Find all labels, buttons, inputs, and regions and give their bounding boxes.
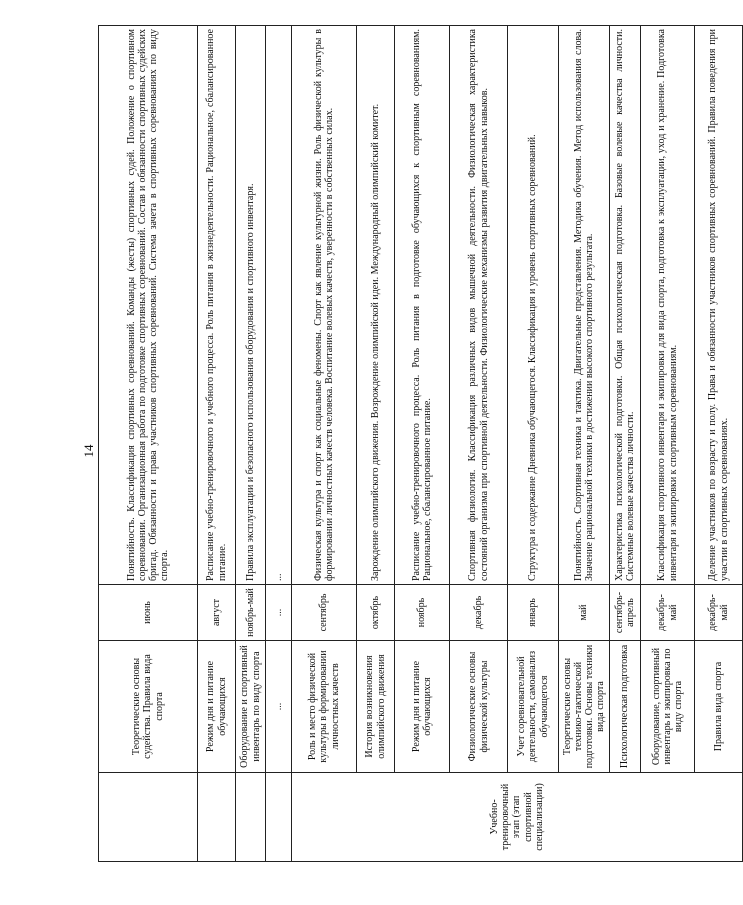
table-row [357,26,395,862]
theme-cell: Психологическая подготовка [610,641,641,773]
content-cell: Правила эксплуатации и безопасного использования оборудования и спортивного инвентаря. [236,26,266,585]
content-cell: Структура и содержание Дневника обучающегося. Классификация и уровень спортивных соревнований. [508,26,559,585]
content-cell: ... [266,26,292,585]
content-cell: Спортивная физиология. Классификация различных видов мышечной деятельности. Физиологическая характеристика состояний организма при спортивной деятельности. Физиологические механизмы развития двигательных навыков. [450,26,508,585]
content-cell: Характеристика психологической подготовки. Общая психологическая подготовка. Базовые волевые качества личности. Системные волевые качества личности. [610,26,641,585]
month-cell: июнь [99,585,198,641]
program-table [98,25,743,862]
month-cell: август [198,585,236,641]
stage-cell: Учебно-тренировочный этап (этап спортивной специализации) [292,773,743,862]
theme-cell: Режим дня и питание обучающихся [198,641,236,773]
month-cell: октябрь [357,585,395,641]
theme-cell: Учет соревновательной деятельности, самоанализ обучающегося [508,641,559,773]
theme-cell: Оборудование, спортивный инвентарь и экипировка по виду спорта [641,641,695,773]
content-cell: Расписание учебно-тренировочного и учебного процесса. Роль питания в жизнедеятельности. Рациональное, сбалансированное питание. [198,26,236,585]
theme-cell: История возникновения олимпийского движения [357,641,395,773]
theme-cell: Роль и место физической культуры в формировании личностных качеств [292,641,357,773]
content-cell: Понятийность. Спортивная техника и тактика. Двигательные представления. Методика обучения. Метод использования слова. Значение рациональной техники в достижении высокого спортивного результата. [559,26,610,585]
table-row [559,26,610,862]
stage-cell-top [198,773,236,862]
month-cell: январь [508,585,559,641]
table-row [99,26,198,862]
month-cell: май [559,585,610,641]
month-cell: сентябрь-апрель [610,585,641,641]
month-cell: ноябрь-май [236,585,266,641]
theme-cell: Физиологические основы физической культуры [450,641,508,773]
month-cell: ... [266,585,292,641]
theme-cell: Режим дня и питание обучающихся [395,641,450,773]
page-number: 14 [81,444,96,458]
theme-cell: Теоретические основы судейства. Правила вида спорта [99,641,198,773]
table-row [292,26,357,862]
table-row [395,26,450,862]
stage-cell-top [266,773,292,862]
content-cell: Зарождение олимпийского движения. Возрождение олимпийской идеи. Международный олимпийский комитет. [357,26,395,585]
theme-cell: Теоретические основы технико-тактической подготовки. Основы техники вида спорта [559,641,610,773]
table-row [450,26,508,862]
table-row [695,26,743,862]
month-cell: сентябрь [292,585,357,641]
table-body [99,26,743,862]
content-cell: Понятийность. Классификация спортивных соревнований. Команды (жесты) спортивных судей. Положение о спортивном соревновании. Организационная работа по подготовке спортивных соревнований. Состав и обязанности спортивных судейских бригад. Обязанности и права участников спортивных соревнований. Система зачета в спортивных соревнованиях по виду спорта. [99,26,198,585]
month-cell: декабрь-май [641,585,695,641]
content-cell: Классификация спортивного инвентаря и экипировки для вида спорта, подготовка к эксплуатации, уход и хранение. Подготовка инвентаря и экипировки к спортивным соревнованиям. [641,26,695,585]
theme-cell: ... [266,641,292,773]
stage-cell-top [99,773,198,862]
rotated-table-wrapper [98,26,730,862]
stage-cell-top [236,773,266,862]
table-row [508,26,559,862]
content-cell: Деление участников по возрасту и полу. Права и обязанности участников спортивных соревнований. Правила поведения при участии в спортивных соревнованиях. [695,26,743,585]
theme-cell: Оборудование и спортивный инвентарь по виду спорта [236,641,266,773]
month-cell: декабрь [450,585,508,641]
table-row [266,26,292,862]
table-row [610,26,641,862]
table-row [641,26,695,862]
month-cell: декабрь-май [695,585,743,641]
table-row [198,26,236,862]
table-row [236,26,266,862]
content-cell: Расписание учебно-тренировочного процесса. Роль питания в подготовке обучающихся к спортивным соревнованиям. Рациональное, сбалансированное питание. [395,26,450,585]
month-cell: ноябрь [395,585,450,641]
content-cell: Физическая культура и спорт как социальные феномены. Спорт как явление культурной жизни. Роль физической культуры в формировании личностных качеств человека. Воспитание волевых качеств, уверенности в собственных силах. [292,26,357,585]
theme-cell: Правила вида спорта [695,641,743,773]
